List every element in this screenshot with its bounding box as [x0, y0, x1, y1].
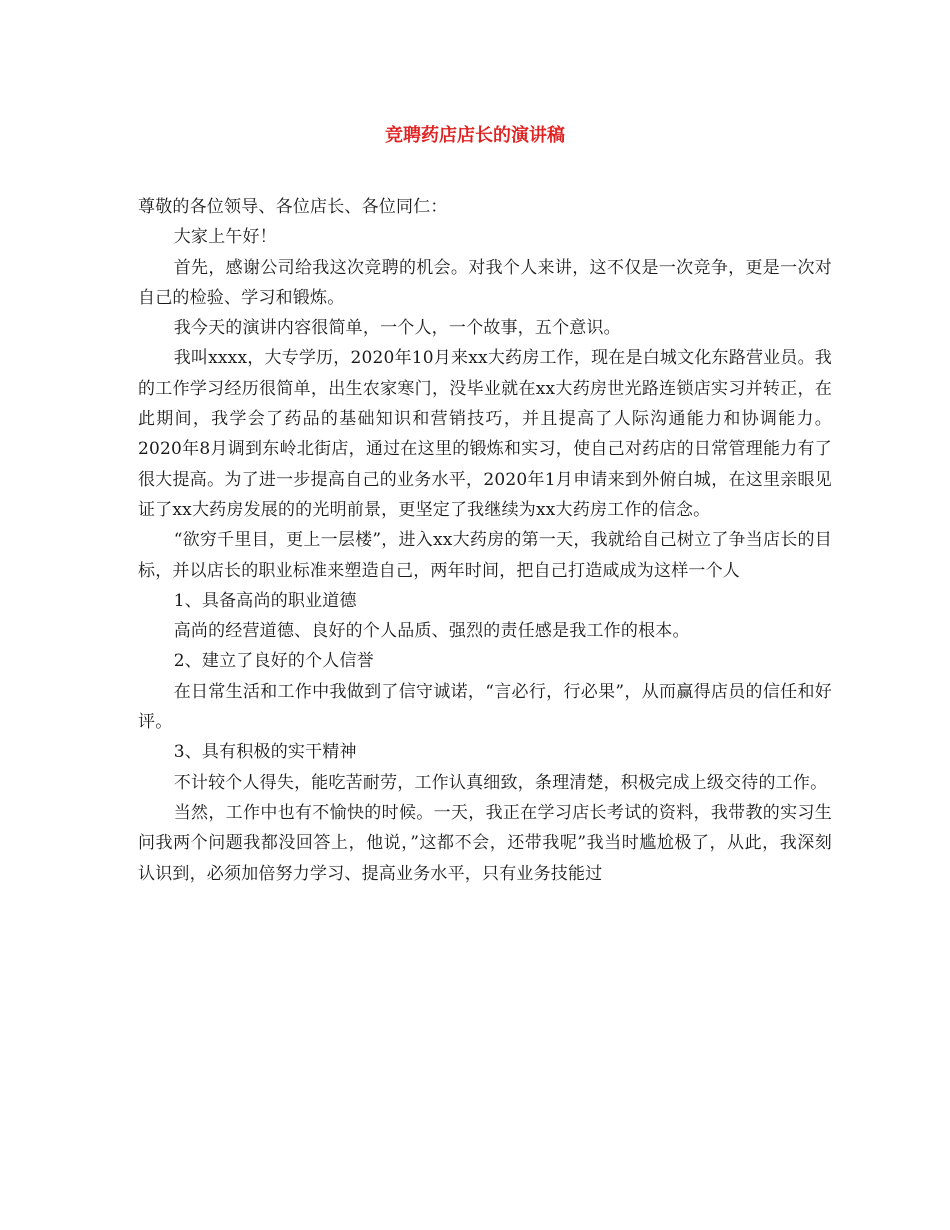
list-text-3: 不计较个人得失，能吃苦耐劳，工作认真细致，条理清楚，积极完成上级交待的工作。: [173, 772, 828, 793]
salutation: 尊敬的各位领导、各位店长、各位同仁：: [138, 197, 448, 217]
paragraph-outline: 我今天的演讲内容很简单，一个人，一个故事，五个意识。: [173, 318, 621, 339]
list-text-1: 高尚的经营道德、良好的个人品质、强烈的责任感是我工作的根本。: [173, 621, 690, 642]
list-heading-3: 3、具有积极的实干精神: [173, 742, 357, 763]
list-text-2: 在日常生活和工作中我做到了信守诚诺，“言必行，行必果”，从而赢得店员的信任和好评。: [138, 681, 832, 733]
document-title: 竞聘药店店长的演讲稿: [385, 125, 565, 146]
list-heading-1: 1、具备高尚的职业道德: [173, 590, 357, 611]
paragraph-greeting: 大家上午好！: [173, 227, 277, 248]
paragraph-goal: “欲穷千里目，更上一层楼”，进入xx大药房的第一天，我就给自己树立了争当店长的目标，并以店长的职业标准来塑造自己，两年时间，把自己打造咸成为这样一个人: [138, 530, 832, 581]
paragraph-background: 我叫xxxx，大专学历，2020年10月来xx大药房工作，现在是白城文化东路营业员。我的工作学习经历很简单，出生农家寒门，没毕业就在xx大药房世光路连锁店实习并转正，在此期间，我学会了药品的基础知识和营销技巧，并且提高了人际沟通能力和协调能力。2020年8月调到东岭北街店，通过在这里的锻炼和实习，使自己对药店的日常管理能力有了很大提高。为了进一步提高自己的业务水平，2020年1月申请来到外俯白城，在这里亲眼见证了xx大药房发展的的光明前景，更坚定了我继续为xx大药房工作的信念。: [138, 348, 832, 520]
list-heading-2: 2、建立了良好的个人信誉: [173, 651, 374, 672]
paragraph-story: 当然，工作中也有不愉快的时候。一天，我正在学习店长考试的资料，我带教的实习生问我两个问题我都没回答上，他说，”这都不会，还带我呢”我当时尴尬极了，从此，我深刻认识到，必须加倍努力学习、提高业务水平，只有业务技能过: [138, 802, 832, 884]
paragraph-thanks: 首先，感谢公司给我这次竞聘的机会。对我个人来讲，这不仅是一次竞争，更是一次对自己的检验、学习和锻炼。: [138, 257, 832, 308]
document-body: [138, 192, 832, 889]
